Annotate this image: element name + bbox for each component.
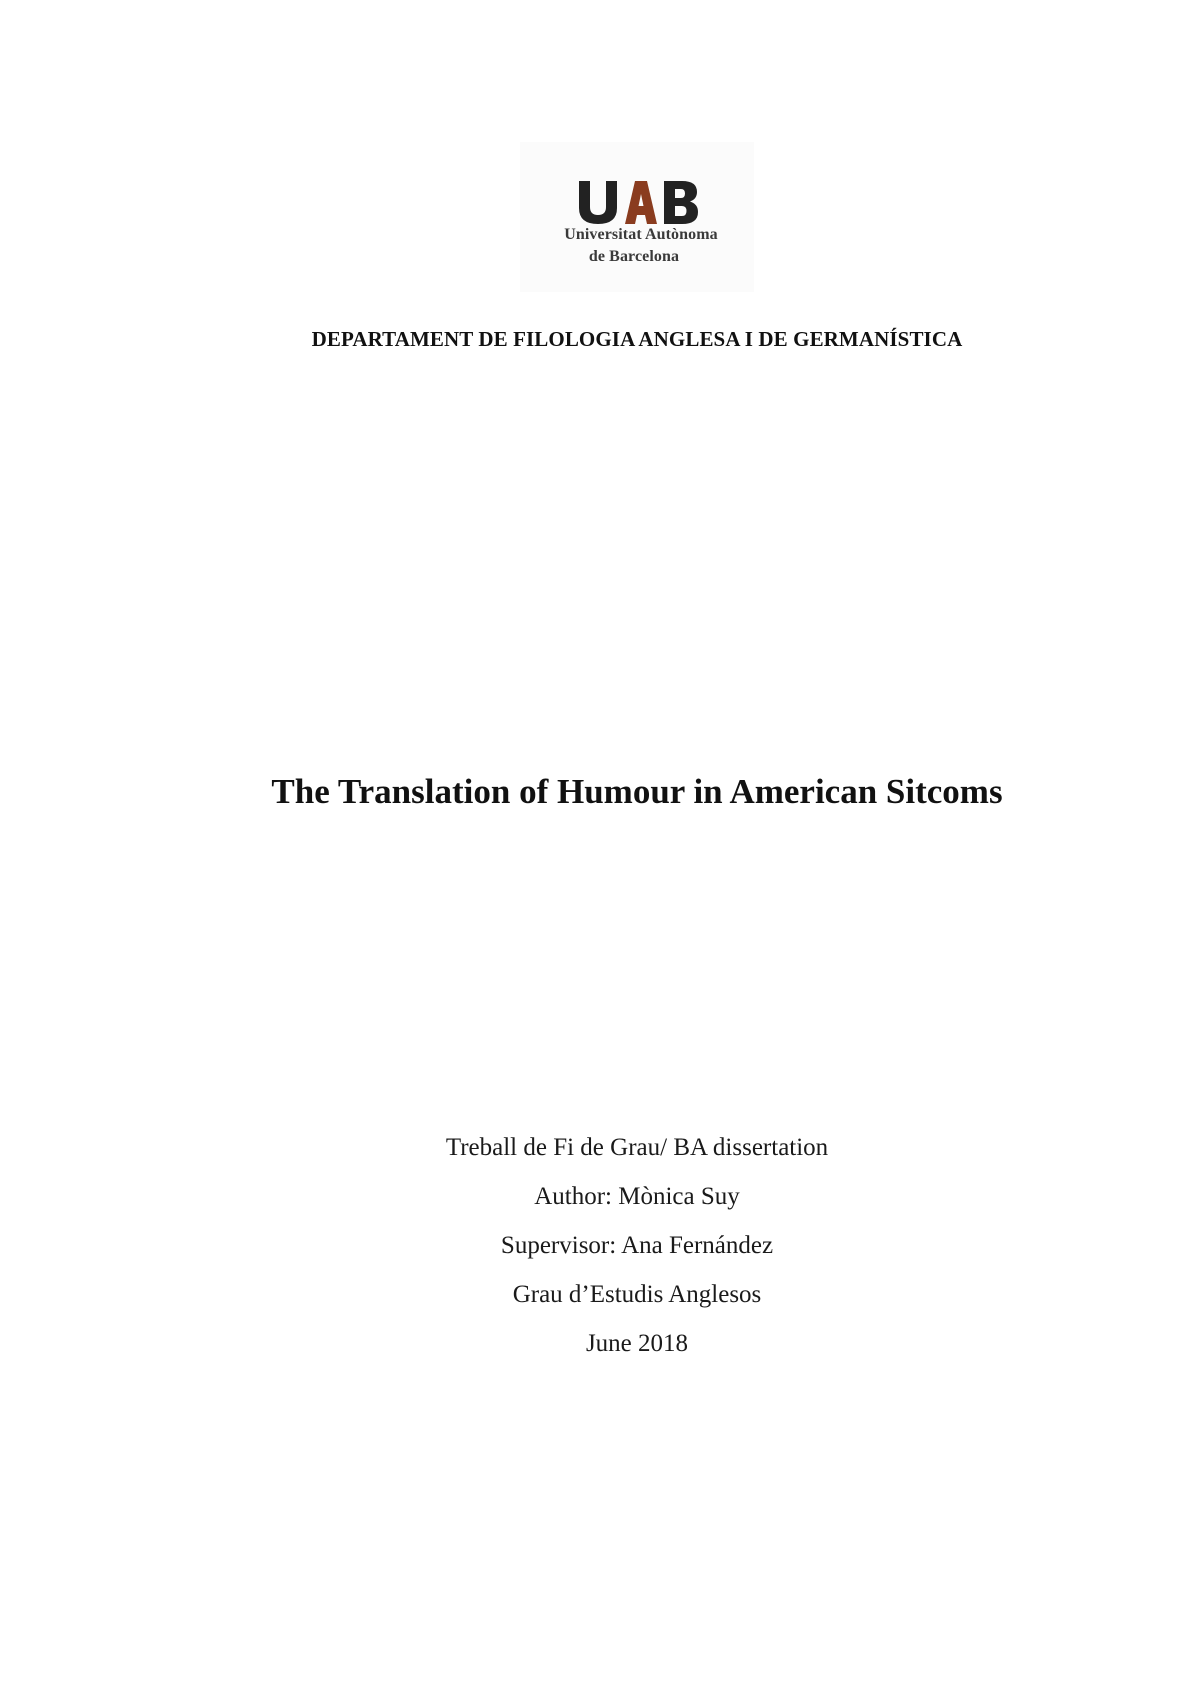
- department-heading: DEPARTAMENT DE FILOLOGIA ANGLESA I DE GERMANÍSTICA: [311, 327, 963, 351]
- uab-logo-mark: [577, 177, 699, 225]
- dissertation-type: Treball de Fi de Grau/ BA dissertation: [445, 1134, 829, 1161]
- document-title: The Translation of Humour in American Sitcoms: [271, 772, 1003, 811]
- degree-line: Grau d’Estudis Anglesos: [512, 1281, 762, 1308]
- university-logo: [520, 142, 754, 292]
- date-line: June 2018: [585, 1330, 689, 1357]
- supervisor-line: Supervisor: Ana Fernández: [500, 1232, 774, 1259]
- logo-text-line2: de Barcelona: [588, 248, 680, 265]
- author-line: Author: Mònica Suy: [534, 1183, 740, 1210]
- logo-text-line1: Universitat Autònoma: [564, 226, 718, 243]
